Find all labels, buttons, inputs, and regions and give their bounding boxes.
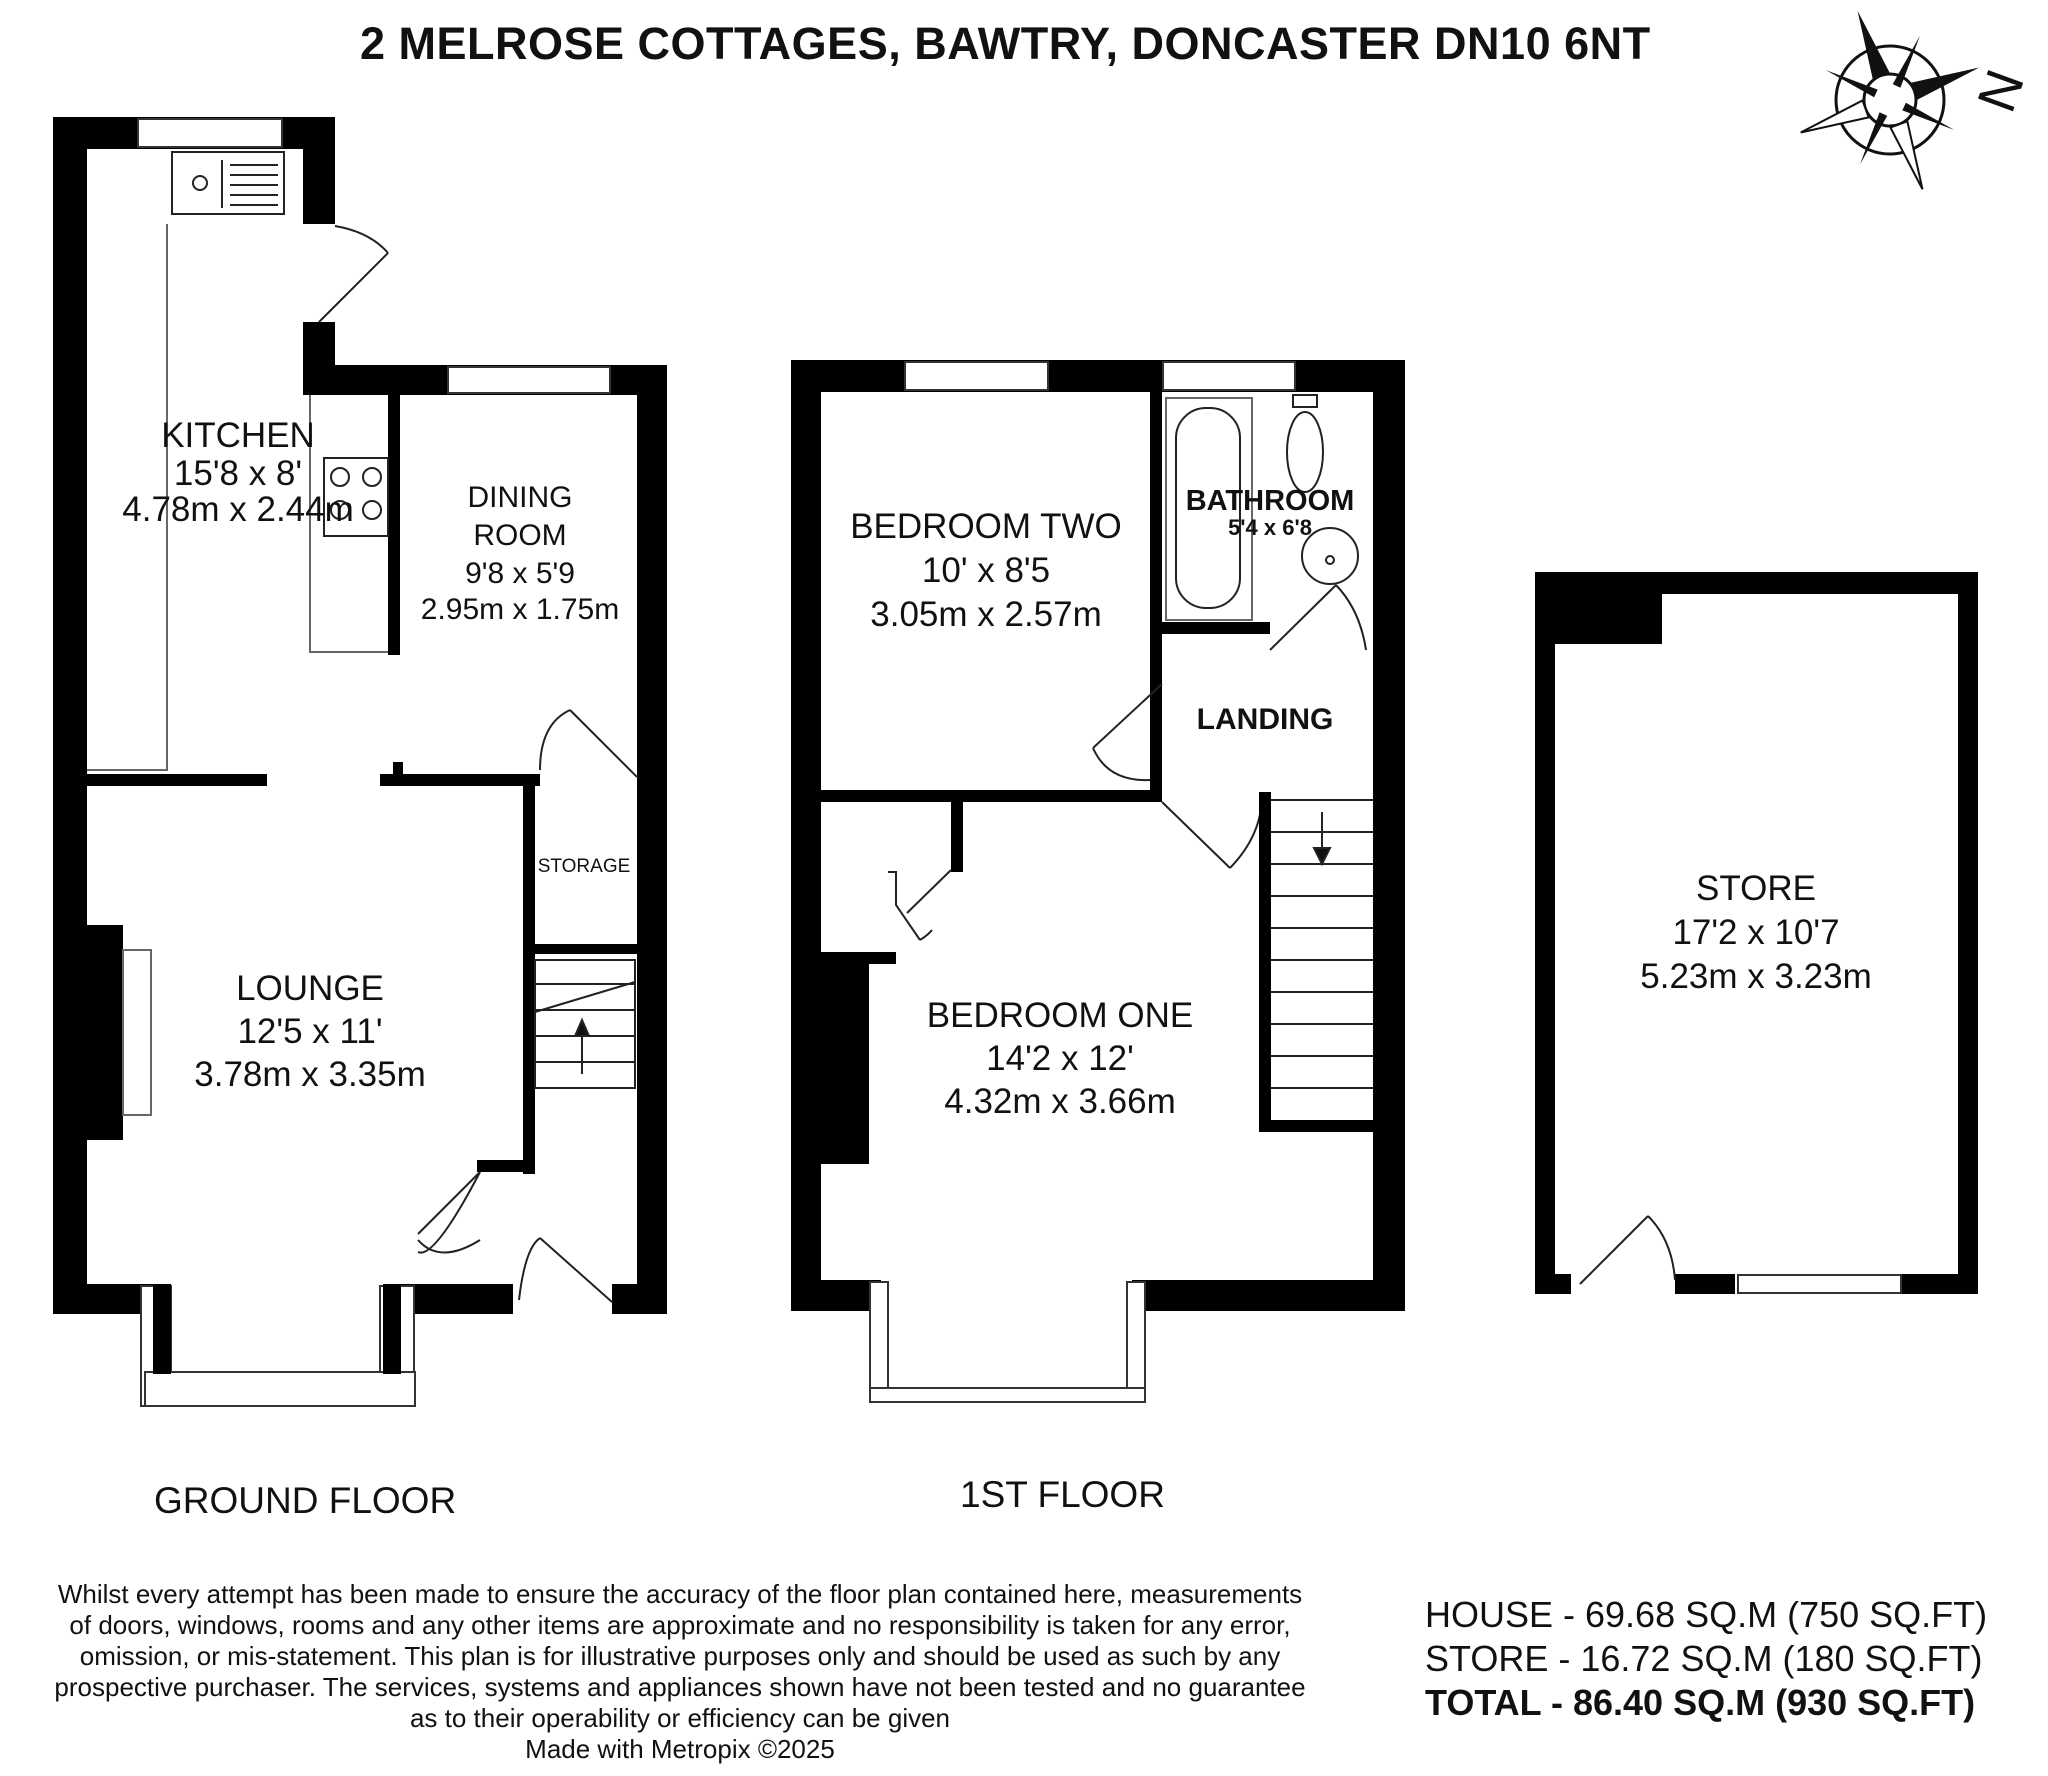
compass-north-label: N — [1966, 62, 2037, 120]
kitchen-label: KITCHEN — [161, 416, 315, 455]
compass-rose-icon — [1768, 0, 2036, 222]
area-summary — [1425, 1593, 1987, 1725]
store-area: STORE - 16.72 SQ.M (180 SQ.FT) — [1425, 1638, 1983, 1679]
first-floor-label: 1ST FLOOR — [960, 1474, 1165, 1515]
bedroom-one-label: BEDROOM ONE — [926, 996, 1194, 1035]
lounge-metric: 3.78m x 3.35m — [194, 1055, 426, 1094]
bedroom-one-imperial: 14'2 x 12' — [986, 1039, 1134, 1078]
disclaimer-line: prospective purchaser. The services, systems and appliances shown have not been tested and no guarantee — [54, 1672, 1306, 1702]
bedroom-two-label: BEDROOM TWO — [850, 507, 1122, 546]
kitchen-metric: 4.78m x 2.44m — [122, 490, 354, 529]
dining-room-imperial: 9'8 x 5'9 — [465, 557, 575, 590]
bedroom-two-metric: 3.05m x 2.57m — [870, 595, 1102, 634]
dining-room-label-line1: DINING — [467, 481, 573, 514]
bathroom-label: BATHROOM — [1185, 485, 1355, 517]
store-metric: 5.23m x 3.23m — [1640, 957, 1872, 996]
disclaimer-line: of doors, windows, rooms and any other items are approximate and no responsibility is taken for any error, — [69, 1610, 1291, 1640]
kitchen-imperial: 15'8 x 8' — [173, 454, 303, 493]
store-label: STORE — [1696, 869, 1816, 908]
total-area: TOTAL - 86.40 SQ.M (930 SQ.FT) — [1425, 1682, 1976, 1723]
page-title: 2 MELROSE COTTAGES, BAWTRY, DONCASTER DN10 6NT — [360, 18, 1651, 69]
disclaimer-line: omission, or mis-statement. This plan is for illustrative purposes only and should be used as such by any — [79, 1641, 1281, 1671]
lounge-label: LOUNGE — [236, 969, 384, 1008]
bedroom-two-imperial: 10' x 8'5 — [921, 551, 1051, 590]
ground-floor-plan — [53, 117, 667, 1406]
dining-room-label-line2: ROOM — [473, 519, 567, 552]
storage-label: STORAGE — [537, 856, 631, 877]
house-area: HOUSE - 69.68 SQ.M (750 SQ.FT) — [1425, 1594, 1988, 1635]
landing-label: LANDING — [1196, 703, 1334, 736]
dining-room-metric: 2.95m x 1.75m — [420, 593, 620, 626]
copyright-line: Made with Metropix ©2025 — [525, 1734, 835, 1764]
bedroom-one-metric: 4.32m x 3.66m — [944, 1082, 1176, 1121]
bathroom-imperial: 5'4 x 6'8 — [1228, 515, 1312, 540]
disclaimer-line: Whilst every attempt has been made to ensure the accuracy of the floor plan contained here, measurements — [57, 1579, 1303, 1609]
disclaimer — [0, 1579, 1360, 1765]
lounge-imperial: 12'5 x 11' — [237, 1012, 383, 1051]
disclaimer-line: as to their operability or efficiency can be given — [409, 1703, 951, 1733]
store-imperial: 17'2 x 10'7 — [1672, 913, 1840, 952]
ground-floor-label: GROUND FLOOR — [154, 1480, 457, 1521]
